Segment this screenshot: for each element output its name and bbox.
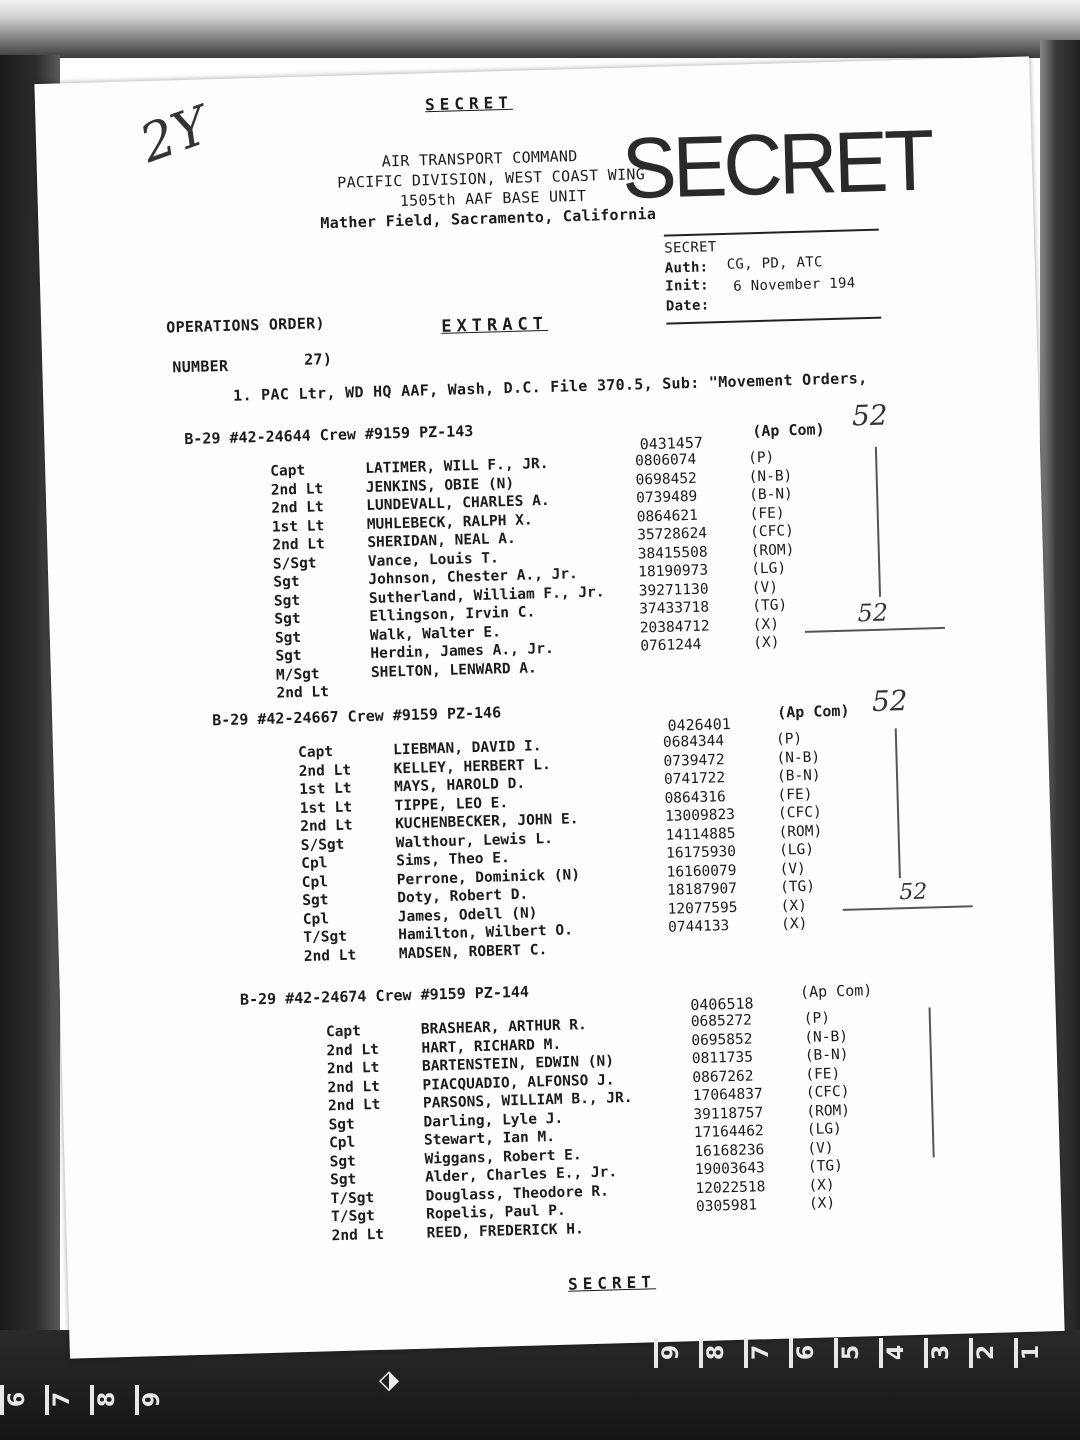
crew-member-serial: 12022518 (695, 1178, 766, 1197)
crew-member-serial: 18190973 (638, 562, 709, 581)
crew-member-role: (N-B) (776, 748, 821, 767)
ruler-tick (969, 1338, 973, 1368)
registration-target-icon: ⬗ (379, 1365, 399, 1395)
crew-member-serial: 39271130 (638, 581, 709, 599)
crew-member-rank: T/Sgt (330, 1208, 376, 1226)
crew-member-rank: 2nd Lt (326, 1059, 380, 1078)
crew-member-serial: 0684344 (662, 733, 725, 751)
crew-member-name: BRASHEAR, ARTHUR R. (420, 1017, 587, 1038)
crew-member-name: LATIMER, WILL F., JR. (365, 455, 549, 478)
crew-member-serial: 17164462 (693, 1123, 764, 1142)
crew-member-name: KUCHENBECKER, JOHN E. (394, 811, 579, 833)
crew-member-row (303, 941, 548, 966)
crew-member-role: (CFC) (749, 523, 795, 541)
crew-member-role: (LG) (750, 560, 787, 578)
crew-member-name: LUNDEVALL, CHARLES A. (366, 492, 550, 515)
crew-member-serial: 14114885 (665, 825, 736, 844)
crew-member-row (330, 1195, 836, 1227)
crew-member-name: REED, FREDERICK H. (426, 1220, 584, 1242)
handwritten-mark: 52 (857, 598, 889, 628)
crew-member-serial: 0739472 (663, 751, 725, 770)
crew-member-name: Vance, Louis T. (367, 549, 499, 570)
ruler-number: 4 (884, 1344, 910, 1361)
crew-member-name: TIPPE, LEO E. (394, 794, 509, 814)
crew-block-1 (184, 398, 952, 730)
crew-member-name: Ropelis, Paul P. (425, 1202, 566, 1223)
pen-line (895, 728, 901, 878)
crew-member-role: (X) (808, 1195, 836, 1212)
crew-block-3 (239, 970, 1008, 1294)
crew-member-rank: 2nd Lt (271, 499, 324, 517)
date-label: Date: (665, 297, 710, 315)
crew-member-rank: 2nd Lt (326, 1041, 380, 1059)
crew-member-rank: 1st Lt (298, 780, 352, 799)
crew-member-row (276, 684, 330, 704)
crew-member-name: Wiggans, Robert E. (424, 1146, 582, 1168)
crew-member-role: (X) (753, 634, 780, 652)
auth-label: Auth: (664, 259, 709, 277)
crew-heading: B-29 #42-24667 Crew #9159 PZ-146 (211, 703, 502, 730)
crew-member-role: (CFC) (777, 804, 822, 822)
crew-member-serial: 13009823 (664, 806, 736, 825)
ap-label: (Ap Com) (799, 981, 873, 1002)
crew-member-rank: 2nd Lt (276, 684, 330, 702)
handwritten-mark: 52 (871, 684, 909, 718)
crew-member-serial: 19003643 (694, 1160, 766, 1179)
auth-block (664, 229, 881, 325)
crew-member-serial: 0811735 (691, 1049, 754, 1068)
crew-member-rank: S/Sgt (300, 836, 345, 854)
ap-serial: 0426401 (667, 714, 731, 735)
crew-member-rank: Sgt (273, 592, 301, 610)
crew-member-role: (LG) (806, 1121, 843, 1138)
crew-member-serial: 16160079 (666, 862, 737, 881)
crew-member-serial: 37433718 (639, 599, 710, 618)
crew-member-role: (P) (803, 1010, 831, 1028)
crew-member-name: MUHLEBECK, RALPH X. (366, 511, 533, 533)
ruler-number: 9 (140, 1391, 166, 1408)
crew-member-rank: Sgt (329, 1171, 357, 1189)
crew-member-serial: 39118757 (693, 1104, 764, 1123)
crew-member-name: James, Odell (N) (397, 904, 538, 925)
classification-bottom: SECRET (567, 1272, 657, 1294)
crew-member-name: Alder, Charles E., Jr. (424, 1164, 618, 1186)
crew-member-name: Perrone, Dominick (N) (396, 866, 581, 888)
crew-member-name: PARSONS, WILLIAM B., JR. (422, 1089, 633, 1112)
auth-value: CG, PD, ATC (726, 254, 823, 273)
ruler-number: 1 (1019, 1344, 1045, 1361)
ap-label: (Ap Com) (752, 420, 825, 441)
pen-line (875, 447, 881, 597)
crew-member-row (275, 659, 537, 685)
crew-member-role: (V) (779, 860, 807, 878)
crew-member-serial: 16168236 (694, 1141, 765, 1160)
document-page (34, 56, 1064, 1361)
pen-line (843, 905, 973, 911)
secret-stamp: SECRET (620, 112, 932, 217)
crew-member-name: Johnson, Chester A., Jr. (368, 566, 579, 589)
crew-member-rank: 2nd Lt (300, 817, 353, 836)
crew-member-serial: 0761244 (640, 636, 702, 655)
crew-member-serial: 0741722 (663, 770, 726, 788)
order-number-label: NUMBER (172, 356, 229, 377)
crew-member-role: (V) (751, 579, 779, 596)
ruler-number: 8 (95, 1391, 121, 1408)
crew-member-rank: 2nd Lt (327, 1096, 381, 1115)
ruler-number: 3 (929, 1344, 955, 1361)
crew-member-serial: 35728624 (637, 525, 708, 544)
crew-member-rank: Capt (297, 744, 334, 762)
crew-member-serial: 0698452 (635, 470, 697, 489)
crew-member-rank: Capt (270, 462, 306, 480)
ruler-tick (654, 1338, 658, 1368)
classification-top: SECRET (424, 92, 514, 115)
crew-member-rank: Capt (325, 1023, 362, 1041)
crew-member-serial: 18187907 (666, 880, 738, 899)
crew-member-name: Hamilton, Wilbert O. (398, 922, 574, 944)
crew-member-rank: Cpl (301, 855, 328, 872)
crew-member-serial: 17064837 (692, 1086, 763, 1105)
org-line-4: Mather Field, Sacramento, California (320, 204, 657, 233)
pen-line (929, 1007, 935, 1157)
crew-member-rank: Sgt (273, 573, 300, 591)
crew-member-role: (B-N) (776, 767, 821, 785)
crew-member-rank: S/Sgt (272, 554, 317, 573)
crew-member-serial: 16175930 (665, 843, 737, 862)
crew-member-name: HART, RICHARD M. (421, 1036, 562, 1057)
ruler-tick (45, 1385, 49, 1415)
ruler-tick (879, 1338, 883, 1368)
crew-member-rank: 2nd Lt (270, 480, 324, 499)
crew-member-role: (TG) (752, 597, 788, 615)
crew-member-rank: Cpl (302, 910, 330, 928)
crew-member-role: (X) (780, 897, 808, 915)
handwritten-mark: 2Y (132, 95, 217, 175)
crew-member-serial: 0739489 (635, 488, 698, 507)
crew-member-rank: T/Sgt (330, 1189, 375, 1207)
ap-serial: 0406518 (690, 994, 754, 1015)
crew-block-2 (211, 684, 980, 1011)
crew-member-rank: Sgt (274, 629, 302, 647)
crew-member-role: (FE) (777, 786, 813, 804)
crew-member-serial: 0695852 (691, 1030, 753, 1049)
ruler-tick (90, 1385, 94, 1415)
crew-member-rank: M/Sgt (275, 665, 320, 684)
film-border-top (0, 0, 1080, 58)
ruler-tick (744, 1338, 748, 1368)
crew-member-serial: 0685272 (690, 1012, 753, 1031)
crew-member-name: LIEBMAN, DAVID I. (392, 738, 542, 759)
crew-member-role: (P) (775, 730, 803, 748)
crew-member-name: Douglass, Theodore R. (425, 1183, 610, 1205)
handwritten-mark: 52 (851, 398, 889, 433)
crew-member-name: Darling, Lyle J. (423, 1110, 564, 1131)
crew-member-role: (B-N) (748, 486, 794, 504)
crew-member-name: MAYS, HAROLD D. (393, 775, 526, 796)
crew-member-role: (N-B) (804, 1028, 849, 1046)
crew-member-rank: Sgt (275, 647, 302, 665)
crew-member-row (275, 634, 780, 667)
ruler-number: 8 (704, 1344, 730, 1361)
crew-member-role: (B-N) (804, 1046, 849, 1065)
init-label: Init: (665, 277, 710, 295)
crew-member-rank: Sgt (302, 892, 329, 909)
crew-member-role: (LG) (778, 841, 815, 859)
init-value: 6 November 194 (733, 275, 856, 295)
org-line-3: 1505th AAF BASE UNIT (399, 186, 587, 210)
crew-member-role: (P) (747, 449, 775, 467)
crew-member-role: (FE) (805, 1065, 841, 1083)
crew-member-rank: 2nd Lt (298, 762, 352, 780)
ruler-tick (834, 1338, 838, 1368)
crew-member-serial: 20384712 (639, 618, 710, 636)
order-number-value: 27) (303, 349, 333, 369)
crew-member-serial: 12077595 (667, 899, 738, 918)
crew-member-name: KELLEY, HERBERT L. (393, 756, 551, 777)
crew-member-rank: Sgt (274, 610, 301, 628)
crew-member-role: (V) (807, 1139, 834, 1157)
ruler-number: 9 (659, 1344, 685, 1361)
crew-member-rank: 1st Lt (299, 799, 353, 817)
crew-member-name: Sutherland, William F., Jr. (368, 583, 605, 607)
crew-member-name: SHELTON, LENWARD A. (370, 659, 537, 681)
crew-member-rank: T/Sgt (303, 928, 348, 946)
ruler-number: 2 (974, 1344, 1000, 1361)
ap-serial: 0431457 (639, 433, 704, 454)
crew-member-serial: 0305981 (695, 1197, 758, 1216)
crew-member-name: SHERIDAN, NEAL A. (367, 530, 516, 552)
ap-label: (Ap Com) (776, 701, 850, 722)
crew-member-role: (N-B) (748, 467, 793, 485)
crew-member-name: Stewart, Ian M. (423, 1129, 556, 1149)
crew-member-serial: 0744133 (667, 918, 730, 936)
crew-member-row (331, 1220, 584, 1246)
crew-member-role: (X) (808, 1176, 835, 1194)
auth-classification: SECRET (664, 239, 717, 257)
crew-member-name: MADSEN, ROBERT C. (398, 941, 548, 962)
crew-member-name: BARTENSTEIN, EDWIN (N) (421, 1053, 615, 1075)
crew-member-rank: 2nd Lt (331, 1226, 385, 1244)
crew-member-name: Sims, Theo E. (396, 850, 510, 870)
ruler-tick (699, 1338, 703, 1368)
crew-member-rank: 2nd Lt (327, 1078, 381, 1096)
ruler-number: 5 (839, 1344, 865, 1361)
crew-member-role: (FE) (749, 504, 785, 522)
ruler-tick (135, 1385, 139, 1415)
crew-member-role: (X) (752, 616, 780, 633)
crew-member-name: Doty, Robert D. (397, 886, 529, 907)
crew-member-name: PIACQUADIO, ALFONSO J. (422, 1071, 615, 1094)
crew-member-rank: Cpl (301, 873, 329, 891)
crew-member-serial: 0806074 (634, 451, 697, 470)
crew-member-serial: 0867262 (692, 1067, 754, 1086)
crew-member-name: JENKINS, OBIE (N) (365, 475, 515, 496)
crew-member-role: (ROM) (750, 541, 795, 559)
crew-member-role: (TG) (807, 1157, 844, 1175)
crew-member-name: Walthour, Lewis L. (395, 830, 554, 851)
crew-member-role: (TG) (779, 878, 816, 896)
crew-member-serial: 0864621 (636, 507, 699, 525)
ruler-number: 7 (50, 1391, 76, 1408)
org-line-2: PACIFIC DIVISION, WEST COAST WING (337, 165, 646, 192)
operations-order-label: OPERATIONS ORDER) (165, 314, 326, 337)
crew-member-role: (X) (780, 915, 808, 933)
crew-member-rank: 1st Lt (271, 517, 325, 536)
ruler-tick (0, 1385, 4, 1415)
crew-member-serial: 38415508 (637, 544, 708, 562)
crew-member-serial: 0864316 (664, 788, 726, 807)
pen-line (805, 627, 945, 633)
crew-heading: B-29 #42-24644 Crew #9159 PZ-143 (184, 422, 474, 449)
crew-member-role: (CFC) (805, 1083, 850, 1101)
ruler-tick (924, 1338, 928, 1368)
crew-member-rank: Sgt (328, 1116, 355, 1133)
crew-member-rank: 2nd Lt (303, 946, 357, 965)
ruler-number: 7 (749, 1344, 775, 1361)
crew-member-role: (ROM) (778, 822, 823, 841)
crew-member-rank: 2nd Lt (272, 536, 325, 554)
extract-heading: EXTRACT (441, 313, 549, 337)
paragraph-1: 1. PAC Ltr, WD HQ AAF, Wash, D.C. File 370.5, Sub: "Movement Orders, (232, 368, 868, 405)
crew-member-name: Walk, Walter E. (369, 623, 502, 644)
handwritten-mark: 52 (898, 879, 928, 906)
crew-heading: B-29 #42-24674 Crew #9159 PZ-144 (239, 982, 530, 1009)
org-line-1: AIR TRANSPORT COMMAND (381, 147, 578, 171)
crew-member-rank: Cpl (328, 1134, 356, 1152)
crew-member-role: (ROM) (806, 1102, 851, 1120)
ruler-number: 6 (794, 1344, 820, 1361)
crew-member-name: Ellingson, Irvin C. (369, 604, 536, 625)
ruler-tick (1014, 1338, 1018, 1368)
ruler-tick (789, 1338, 793, 1368)
crew-member-rank: Sgt (329, 1153, 357, 1170)
ruler-number: 6 (5, 1391, 31, 1408)
crew-member-name: Herdin, James A., Jr. (370, 640, 554, 662)
